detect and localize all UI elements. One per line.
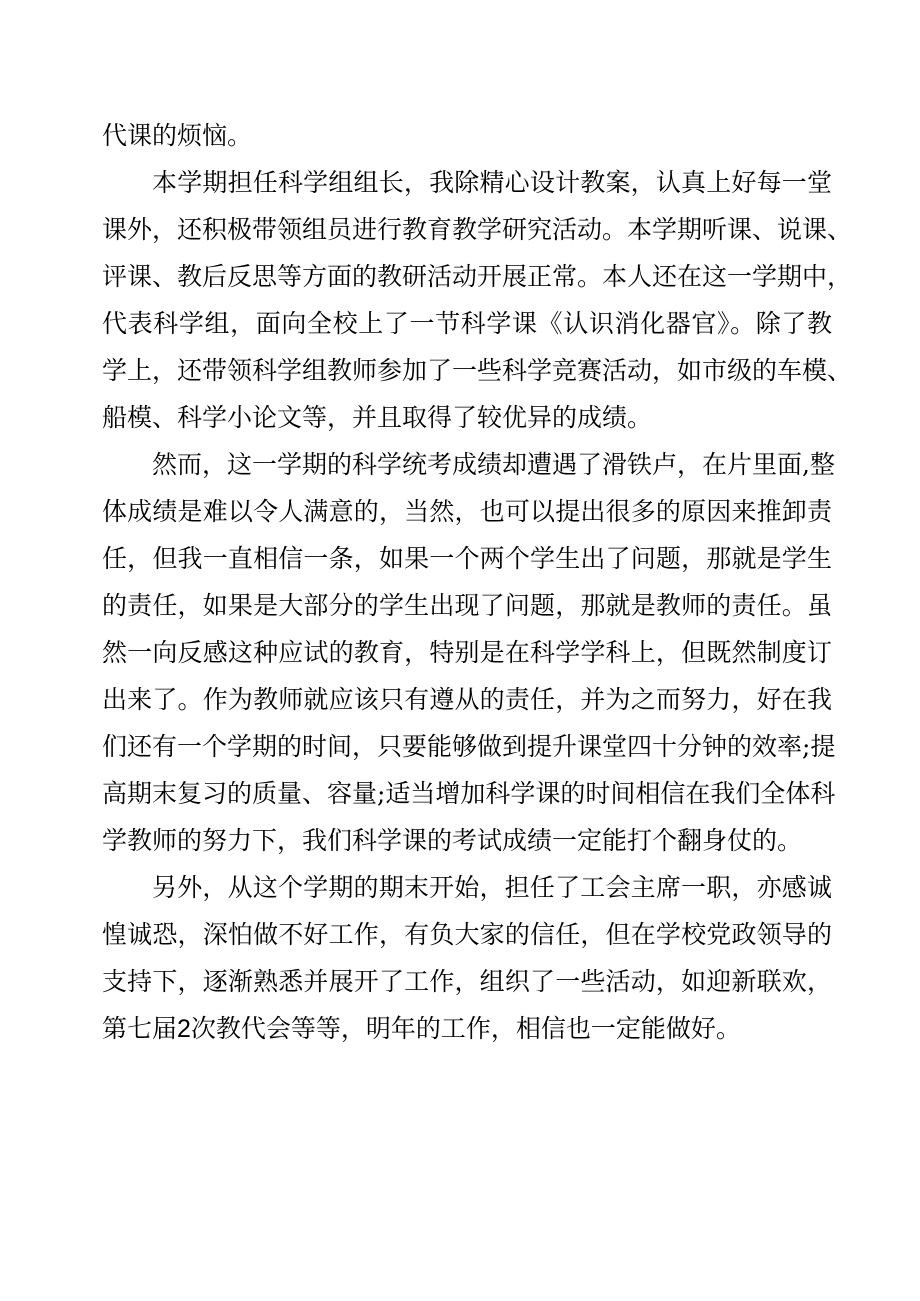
paragraph-line: 评课、教后反思等方面的教研活动开展正常。本人还在这一学期中，	[102, 262, 853, 291]
paragraph-line: 代表科学组，面向全校上了一节科学课《认识消化器官》。除了教	[102, 309, 832, 338]
paragraph-line: 惶诚恐，深怕做不好工作，有负大家的信任，但在学校党政领导的	[102, 920, 832, 949]
paragraph-final-line	[102, 1005, 832, 1053]
paragraph-line: 体成绩是难以令人满意的，当然，也可以提出很多的原因来推卸责	[102, 497, 832, 526]
paragraph-line: 本学期担任科学组组长，我除精心设计教案，认真上好每一堂	[152, 168, 832, 197]
paragraph-line: 支持下，逐渐熟悉并展开了工作，组织了一些活动，如迎新联欢，	[102, 967, 832, 996]
paragraph-line: 课外，还积极带领组员进行教育教学研究活动。本学期听课、说课、	[102, 215, 853, 244]
paragraph-line: 代课的烦恼。	[102, 121, 253, 150]
paragraph-line: 另外，从这个学期的期末开始，担任了工会主席一职，亦感诚	[152, 873, 832, 902]
final-line-number: 2	[177, 1015, 191, 1043]
paragraph-line: 船模、科学小论文等，并且取得了较优异的成绩。	[102, 403, 653, 432]
paragraph-line: 然而，这一学期的科学统考成绩却遭遇了滑铁卢，在片里面,整	[152, 450, 835, 479]
final-line-prefix: 第七届	[102, 1014, 178, 1043]
paragraph-line: 的责任，如果是大部分的学生出现了问题，那就是教师的责任。虽	[102, 591, 832, 620]
paragraph-line: 任，但我一直相信一条，如果一个两个学生出了问题，那就是学生	[102, 544, 832, 573]
final-line-suffix: 次教代会等等，明年的工作，相信也一定能做好。	[190, 1014, 741, 1043]
paragraph-line: 出来了。作为教师就应该只有遵从的责任，并为之而努力，好在我	[102, 685, 832, 714]
paragraph-line: 然一向反感这种应试的教育，特别是在科学学科上，但既然制度订	[102, 638, 832, 667]
paragraph-line: 学教师的努力下，我们科学课的考试成绩一定能打个翻身仗的。	[102, 826, 803, 855]
paragraph-line: 学上，还带领科学组教师参加了一些科学竞赛活动，如市级的车模、	[102, 356, 853, 385]
document-body	[102, 112, 853, 1053]
paragraph-line: 高期末复习的质量、容量;适当增加科学课的时间相信在我们全体科	[102, 779, 836, 808]
paragraph-line: 们还有一个学期的时间，只要能够做到提升课堂四十分钟的效率;提	[102, 732, 836, 761]
